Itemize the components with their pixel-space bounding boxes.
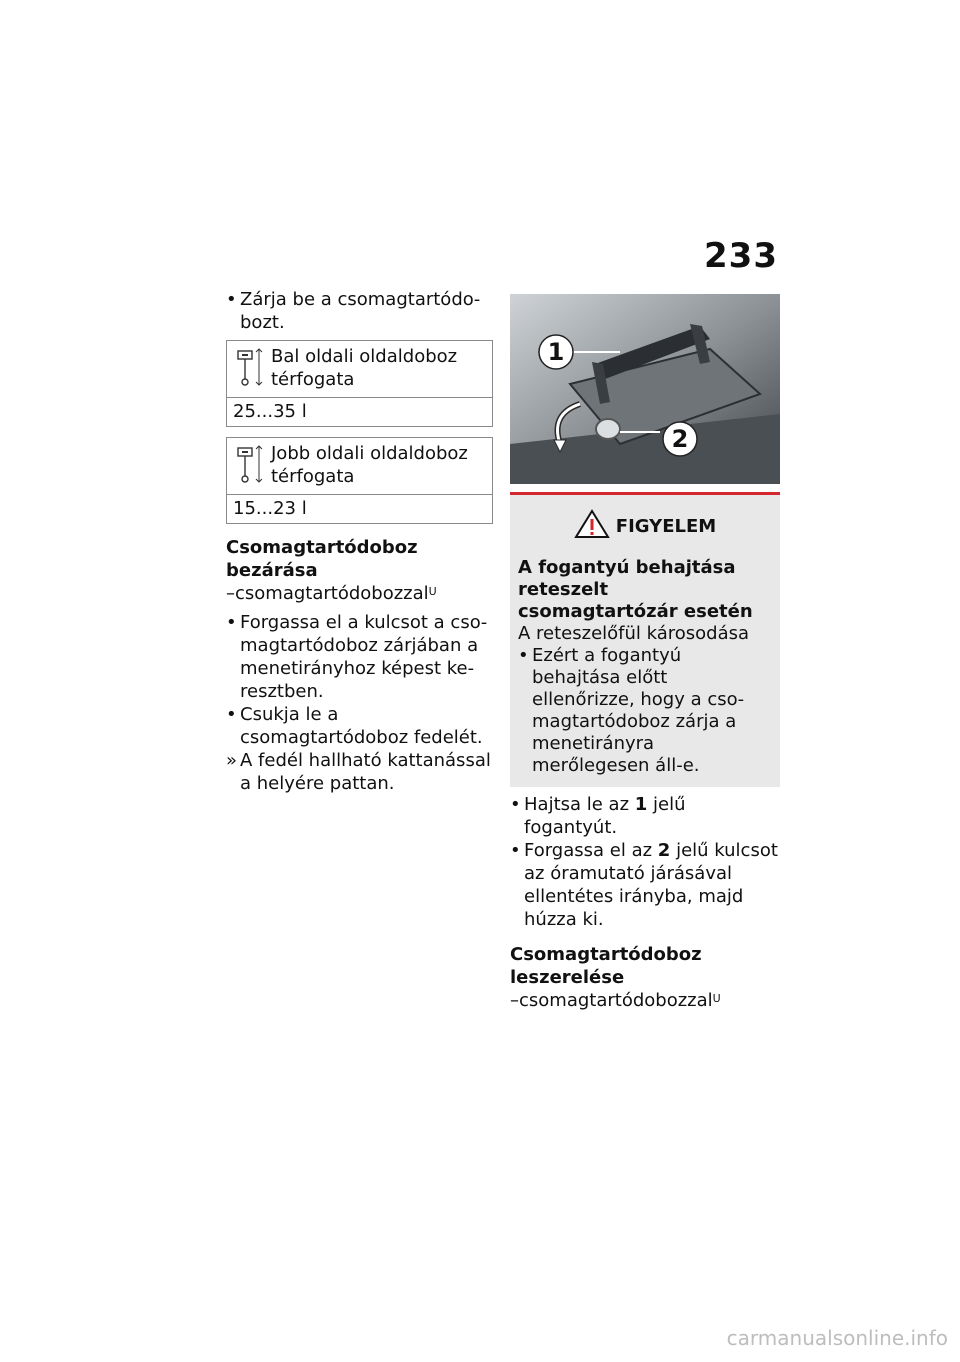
warning-box bbox=[510, 492, 780, 787]
spec-row-right-volume-label bbox=[227, 438, 492, 495]
step-turn-key: • Forgassa el a kulcsot a csomagtartódoboz zárjában a menetirányhoz képest keresztben. bbox=[226, 612, 488, 702]
section-heading-close: Csomagtartódoboz bezárása bbox=[226, 537, 418, 581]
callout-2: 2 bbox=[671, 425, 689, 453]
section-note: –csomagtartódobozzal$^U$ bbox=[510, 990, 721, 1011]
volume-icon bbox=[233, 345, 271, 393]
section-heading-remove: Csomagtartódoboz leszerelése bbox=[510, 944, 702, 988]
bullet-icon: • bbox=[226, 289, 237, 310]
spec-value: 25...35 l bbox=[233, 401, 307, 422]
spec-label: Jobb oldali oldaldoboz térfogata bbox=[271, 443, 468, 487]
step-fold-handle: • Hajtsa le az 1 jelű fogantyút. bbox=[510, 794, 686, 838]
step-remove-key: • Forgassa el az 2 jelű kulcsot az óramutató járásával ellentétes irányba, majd húzza ki. bbox=[510, 840, 778, 930]
warning-bullet: • Ezért a fogantyú behajtása előtt ellenőrizze, hogy a csomagtartódoboz zárja a menetirányra merőlegesen áll-e. bbox=[518, 645, 745, 776]
warning-title-row bbox=[518, 509, 772, 543]
bullet-icon: • bbox=[510, 794, 521, 815]
step-close-case: • Zárja be a csomagtartódobozt. bbox=[226, 289, 481, 333]
step-close-lid: • Csukja le a csomagtartódoboz fedelét. bbox=[226, 704, 483, 748]
bullet-icon: • bbox=[518, 645, 529, 666]
bullet-icon: • bbox=[226, 612, 237, 633]
spec-row-left-volume-label bbox=[227, 341, 492, 398]
bullet-icon: • bbox=[226, 704, 237, 725]
warning-triangle-icon bbox=[574, 509, 610, 543]
bullet-icon: • bbox=[510, 840, 521, 861]
spec-label: Bal oldali oldaldoboz térfogata bbox=[271, 346, 458, 390]
left-column bbox=[226, 288, 491, 795]
spec-separator bbox=[226, 426, 493, 438]
warning-title: FIGYELEM bbox=[615, 515, 717, 537]
case-lock-photo bbox=[510, 294, 780, 484]
volume-icon bbox=[233, 442, 271, 490]
page-number: 233 bbox=[704, 236, 778, 276]
result-lid-clicks: » A fedél hallható kattanással a helyére pattan. bbox=[226, 750, 491, 794]
spec-table bbox=[226, 340, 493, 524]
callout-1: 1 bbox=[547, 338, 565, 366]
spec-value: 15...23 l bbox=[233, 498, 307, 519]
section-note: –csomagtartódobozzal$^U$ bbox=[226, 583, 437, 604]
right-column bbox=[510, 294, 780, 1012]
result-arrow-icon: » bbox=[226, 750, 238, 771]
watermark: carmanualsonline.info bbox=[726, 1326, 948, 1350]
warning-text: A reteszelőfül károsodása bbox=[518, 623, 750, 644]
warning-heading: A fogantyú behajtása reteszelt csomagtartózár esetén bbox=[518, 557, 753, 622]
